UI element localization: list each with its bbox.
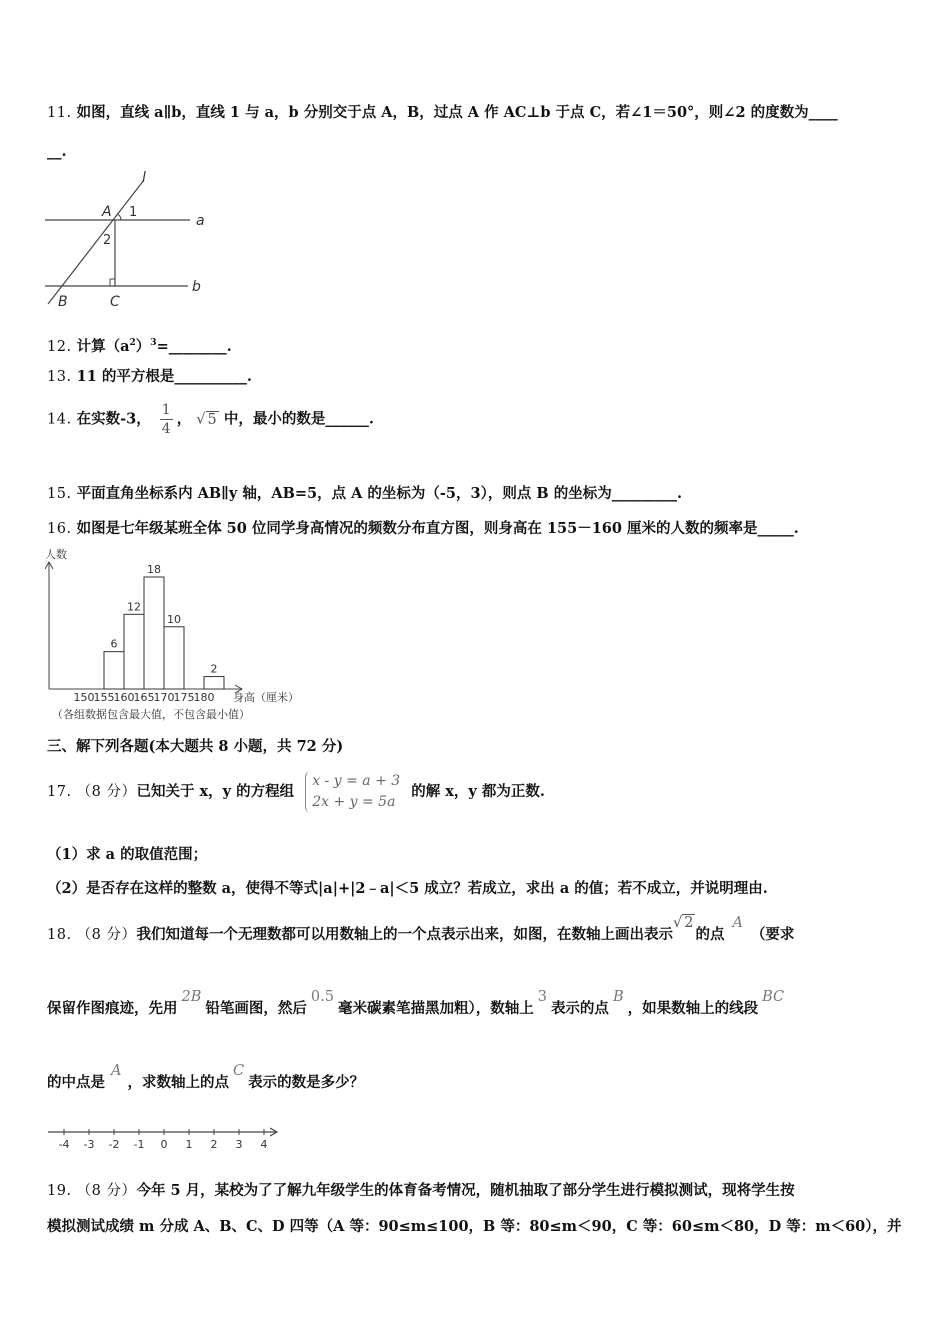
question-17-part-1: （1）求 a 的取值范围； (47, 846, 208, 863)
question-text: 11 的平方根是__________. (76, 368, 252, 385)
question-text: 的解 x，y 都为正数. (411, 783, 545, 800)
y-axis-label: 人数 (45, 548, 67, 561)
question-15 (47, 484, 682, 504)
question-text: 如图，直线 a∥b，直线 1 与 a，b 分别交于点 A，B，过点 A 作 AC⊥b 于点 C，若∠1＝50°，则∠2 的度数为____ (76, 104, 838, 121)
x-tick-label: 175 (173, 691, 195, 704)
sqrt-five: √ 5 (196, 411, 217, 428)
histogram-bar (104, 652, 124, 689)
question-text: 在实数-3， (76, 410, 151, 428)
number-line-label: -4 (58, 1138, 70, 1151)
question-text: 平面直角坐标系内 AB∥y 轴，AB=5，点 A 的坐标为（-5，3），则点 B 的坐标为_________. (76, 485, 683, 502)
question-18: 18. （8 分）我们知道每一个无理数都可以用数轴上的一个点表示出来，如图，在数轴上画出表示√ 2的点A（要求 (47, 915, 795, 943)
question-18-line-3: 的中点是A，求数轴上的点C表示的数是多少？ (47, 1063, 365, 1091)
question-text: 中，最小的数是______. (223, 410, 374, 428)
bar-value-label: 10 (167, 612, 181, 626)
question-score: （8 分） (76, 784, 137, 800)
sqrt-two: √ 2 (672, 915, 694, 931)
x-axis-label: 身高（厘米） (233, 691, 299, 704)
label-a: a (196, 213, 205, 229)
question-17 (47, 771, 545, 813)
number-line-label: 3 (235, 1138, 243, 1151)
label-C: C (110, 294, 120, 310)
question-score: （8 分） (76, 1183, 137, 1199)
answer-blank: =________. (156, 337, 232, 355)
question-text: ） (135, 337, 151, 355)
line-l (48, 180, 144, 304)
label-l: l (142, 170, 146, 186)
question-11-tail (47, 142, 67, 162)
question-13 (47, 367, 252, 387)
histogram-bar (164, 627, 184, 689)
question-number: 17. (47, 784, 72, 800)
number-line-label: -3 (83, 1138, 95, 1151)
question-19-line-2: 模拟测试成绩 m 分成 A、B、C、D 四等（A 等：90≤m≤100，B 等：80≤m＜90，C 等：60≤m＜80，D 等：m＜60），并 (47, 1218, 902, 1235)
number-line-label: 1 (185, 1138, 193, 1151)
label-B: B (58, 294, 68, 310)
bar-value-label: 2 (210, 662, 218, 676)
question-16 (47, 519, 799, 539)
number-line-label: 4 (260, 1138, 268, 1151)
question-number: 13. (47, 369, 72, 385)
section-3-title: 三、解下列各题(本大题共 8 小题，共 72 分) (47, 738, 344, 755)
answer-blank: __. (47, 143, 67, 160)
parallel-lines-figure (40, 168, 220, 310)
label-1: 1 (129, 205, 138, 220)
fraction-one-quarter: $\frac{1}{4}$ (161, 402, 171, 437)
number-line-label: -2 (108, 1138, 120, 1151)
number-line (46, 1126, 286, 1154)
x-tick-label: 165 (133, 691, 155, 704)
height-histogram (40, 543, 330, 725)
number-line-label: -1 (133, 1138, 145, 1151)
chart-note: （各组数据包含最大值，不包含最小值） (52, 708, 250, 721)
exponent: 3 (150, 338, 157, 348)
histogram-bar (144, 577, 164, 689)
question-19: 19. （8 分）今年 5 月，某校为了了解九年级学生的体育备考情况，随机抽取了部分学生进行模拟测试，现将学生按 (47, 1182, 795, 1199)
x-tick-label: 160 (113, 691, 135, 704)
x-tick-label: 150 (73, 691, 95, 704)
question-number: 16. (47, 521, 72, 537)
question-number: 18. (47, 927, 72, 943)
histogram-bar (124, 614, 144, 689)
histogram-bar (204, 677, 224, 689)
bar-value-label: 18 (147, 563, 161, 576)
question-number: 19. (47, 1183, 72, 1199)
question-number: 11. (47, 105, 72, 121)
question-text: 计算（a (76, 337, 130, 355)
question-text: 已知关于 x，y 的方程组 (136, 783, 295, 800)
number-line-label: 0 (160, 1138, 168, 1151)
question-11 (47, 103, 838, 123)
question-18-line-2: 保留作图痕迹，先用2B铅笔画图，然后0.5毫米碳素笔描黑加粗），数轴上3表示的点B，如果数轴上的线段BC (47, 989, 785, 1017)
x-tick-label: 155 (93, 691, 115, 704)
question-number: 14. (47, 411, 72, 428)
bar-value-label: 6 (110, 637, 118, 651)
x-tick-label: 180 (193, 691, 215, 704)
question-12 (47, 333, 232, 357)
question-score: （8 分） (76, 927, 137, 943)
question-text: 如图是七年级某班全体 50 位同学身高情况的频数分布直方图，则身高在 155－160 厘米的人数的频率是_____. (76, 520, 799, 537)
label-A: A (102, 204, 112, 220)
question-17-part-2: （2）是否存在这样的整数 a，使得不等式|a|+|2﹣a|＜5 成立？若成立，求出 a 的值；若不成立，并说明理由. (47, 880, 768, 897)
right-angle-mark (110, 279, 115, 286)
number-line-label: 2 (210, 1138, 218, 1151)
x-tick-label: 170 (153, 691, 175, 704)
label-2: 2 (103, 233, 112, 248)
exponent: 2 (129, 338, 136, 348)
equation-system: x - y = a + 3 2x + y = 5a (305, 771, 400, 813)
bar-value-label: 12 (127, 600, 141, 614)
question-number: 12. (47, 338, 72, 355)
question-14: 14. 在实数-3， $\frac{1}{4}$ ， √ 5 中，最小的数是______. (47, 402, 374, 437)
label-b: b (192, 279, 201, 295)
question-number: 15. (47, 486, 72, 502)
